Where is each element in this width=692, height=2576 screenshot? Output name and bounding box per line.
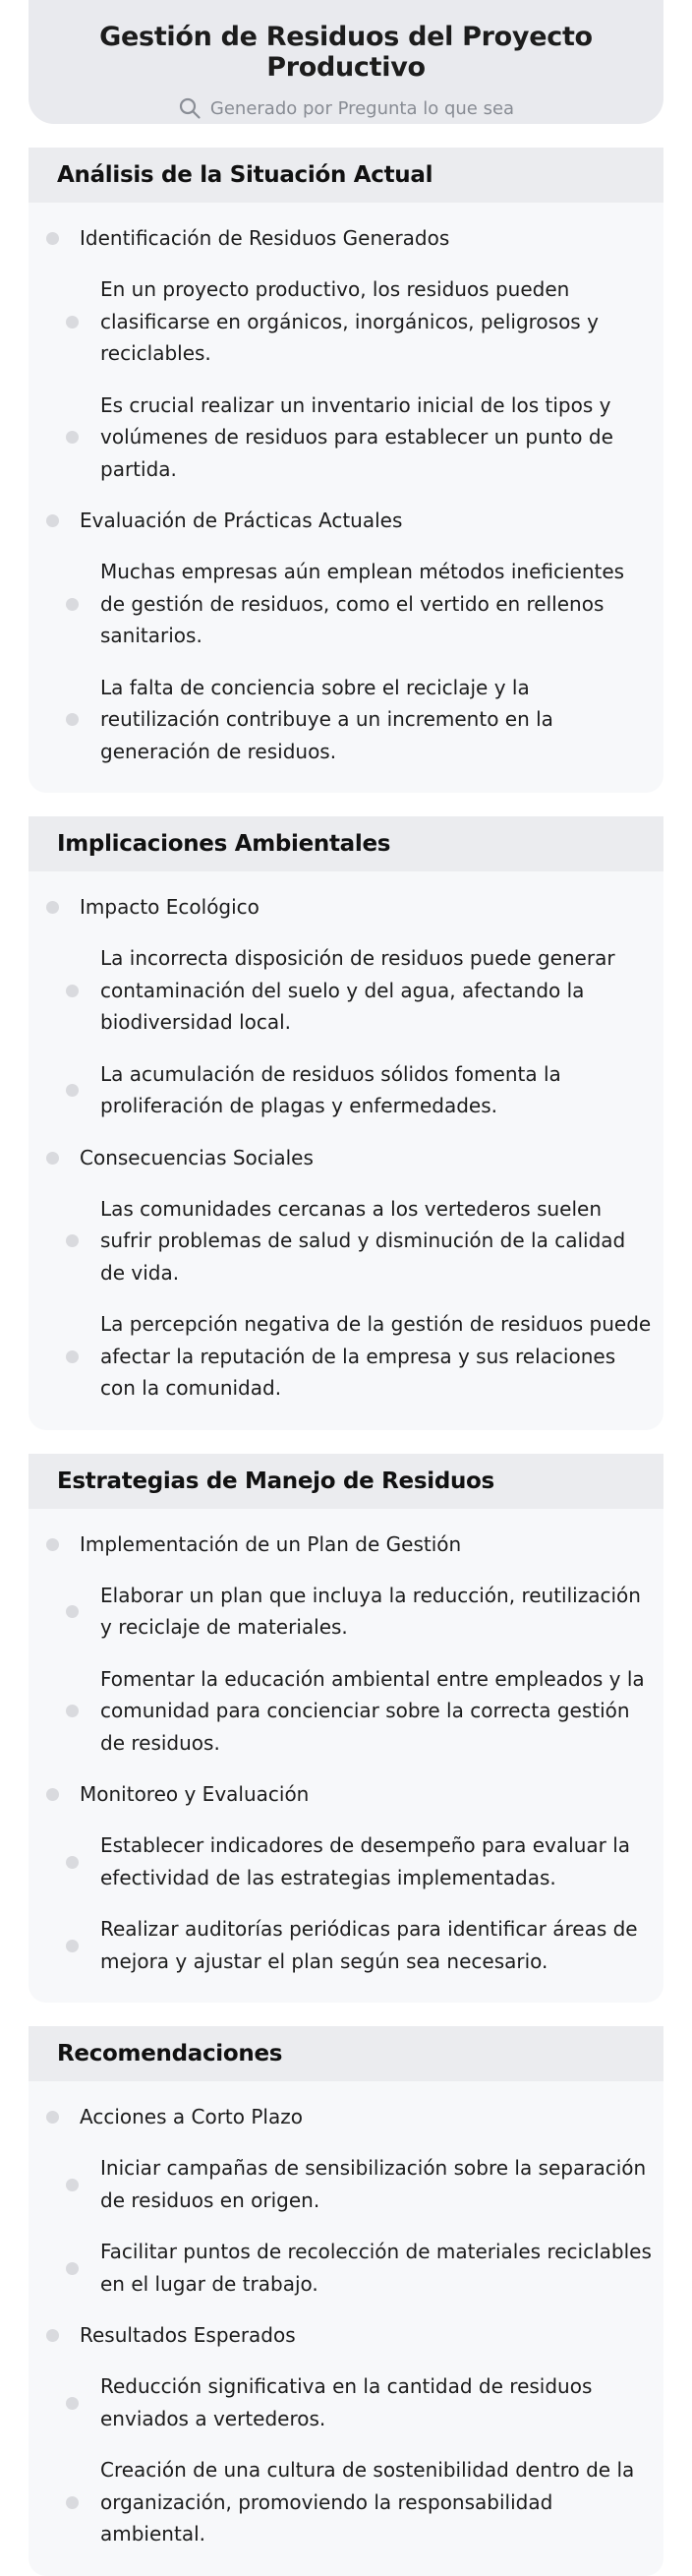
page-header [29, 0, 663, 124]
bullet-icon [46, 2329, 59, 2342]
point-text: Muchas empresas aún emplean métodos ineficientes de gestión de residuos, como el vertido en rellenos sanitarios. [100, 560, 625, 647]
list-item [29, 1580, 663, 1644]
page-subtitle-row [29, 96, 663, 120]
page-title: Gestión de Residuos del Proyecto Productivo [99, 22, 593, 83]
bullet-icon [46, 1152, 59, 1165]
list-item [29, 1913, 663, 1977]
bullet-icon [66, 985, 79, 997]
topic-item [29, 505, 663, 536]
topic-item [29, 1528, 663, 1560]
bullet-icon [66, 1705, 79, 1717]
topic-item [29, 891, 663, 923]
point-text: Realizar auditorías periódicas para identificar áreas de mejora y ajustar el plan según sea necesario. [100, 1917, 638, 1973]
bullet-icon [46, 1538, 59, 1551]
section-title: Recomendaciones [29, 2026, 663, 2081]
topic-label: Resultados Esperados [80, 2323, 296, 2347]
bullet-icon [66, 2179, 79, 2191]
section-implicaciones [29, 816, 663, 1430]
bullet-icon [46, 2111, 59, 2124]
bullet-icon [66, 1084, 79, 1097]
topic-label: Impacto Ecológico [80, 895, 260, 919]
list-item [29, 389, 663, 486]
list-item [29, 273, 663, 370]
section-title: Implicaciones Ambientales [29, 816, 663, 871]
point-text: La falta de conciencia sobre el reciclaje y la reutilización contribuye a un incremento en la generación de residuos. [100, 675, 553, 763]
point-text: Establecer indicadores de desempeño para evaluar la efectividad de las estrategias implementadas. [100, 1833, 631, 1889]
section-estrategias [29, 1454, 663, 2004]
topic-item [29, 1142, 663, 1173]
search-icon [178, 96, 202, 120]
point-text: Iniciar campañas de sensibilización sobre la separación de residuos en origen. [100, 2156, 647, 2212]
point-text: La percepción negativa de la gestión de residuos puede afectar la reputación de la empresa y sus relaciones con la comunidad. [100, 1312, 652, 1400]
topic-item [29, 2319, 663, 2351]
topic-label: Implementación de un Plan de Gestión [80, 1531, 462, 1556]
list-item [29, 1058, 663, 1122]
topic-label: Consecuencias Sociales [80, 1145, 314, 1169]
section-title: Estrategias de Manejo de Residuos [29, 1454, 663, 1509]
point-text: Fomentar la educación ambiental entre empleados y la comunidad para concienciar sobre la correcta gestión de residuos. [100, 1666, 645, 1755]
list-item [29, 1193, 663, 1289]
page-subtitle: Generado por Pregunta lo que sea [209, 97, 515, 119]
bullet-icon [66, 713, 79, 726]
bullet-icon [66, 1234, 79, 1247]
list-item [29, 1308, 663, 1405]
topic-label: Acciones a Corto Plazo [80, 2105, 303, 2128]
point-text: Reducción significativa en la cantidad de residuos enviados a vertederos. [100, 2374, 593, 2430]
point-text: Facilitar puntos de recolección de materiales reciclables en el lugar de trabajo. [100, 2240, 652, 2296]
bullet-icon [66, 2397, 79, 2410]
bullet-icon [66, 316, 79, 329]
list-item [29, 556, 663, 652]
bullet-icon [66, 1856, 79, 1869]
topic-item [29, 222, 663, 254]
point-text: La incorrecta disposición de residuos puede generar contaminación del suelo y del agua, afectando la biodiversidad local. [100, 946, 615, 1034]
topic-label: Identificación de Residuos Generados [80, 226, 450, 250]
section-recomendaciones [29, 2026, 663, 2576]
point-text: En un proyecto productivo, los residuos pueden clasificarse en orgánicos, inorgánicos, peligrosos y reciclables. [100, 277, 599, 365]
bullet-icon [66, 2496, 79, 2509]
topic-label: Monitoreo y Evaluación [80, 1782, 310, 1806]
list-item [29, 1829, 663, 1893]
bullet-icon [46, 232, 59, 245]
section-analisis [29, 148, 663, 793]
list-item [29, 942, 663, 1039]
list-item [29, 2454, 663, 2550]
topic-item [29, 1778, 663, 1810]
list-item [29, 2370, 663, 2434]
point-text: La acumulación de residuos sólidos fomenta la proliferación de plagas y enfermedades. [100, 1061, 561, 1117]
bullet-icon [66, 2262, 79, 2275]
bullet-icon [66, 1605, 79, 1618]
section-title: Análisis de la Situación Actual [29, 148, 663, 203]
bullet-icon [46, 1788, 59, 1801]
bullet-icon [66, 431, 79, 444]
list-item [29, 672, 663, 768]
bullet-icon [46, 514, 59, 527]
list-item [29, 2152, 663, 2216]
topic-label: Evaluación de Prácticas Actuales [80, 509, 403, 532]
bullet-icon [46, 901, 59, 914]
bullet-icon [66, 1940, 79, 1952]
point-text: Es crucial realizar un inventario inicial de los tipos y volúmenes de residuos para establecer un punto de partida. [100, 392, 613, 481]
list-item [29, 1663, 663, 1760]
list-item [29, 2236, 663, 2300]
bullet-icon [66, 1350, 79, 1363]
point-text: Creación de una cultura de sostenibilidad dentro de la organización, promoviendo la responsabilidad ambiental. [100, 2458, 635, 2546]
point-text: Elaborar un plan que incluya la reducción, reutilización y reciclaje de materiales. [100, 1583, 641, 1639]
topic-item [29, 2101, 663, 2132]
bullet-icon [66, 598, 79, 611]
point-text: Las comunidades cercanas a los vertederos suelen sufrir problemas de salud y disminución de la calidad de vida. [100, 1196, 626, 1285]
